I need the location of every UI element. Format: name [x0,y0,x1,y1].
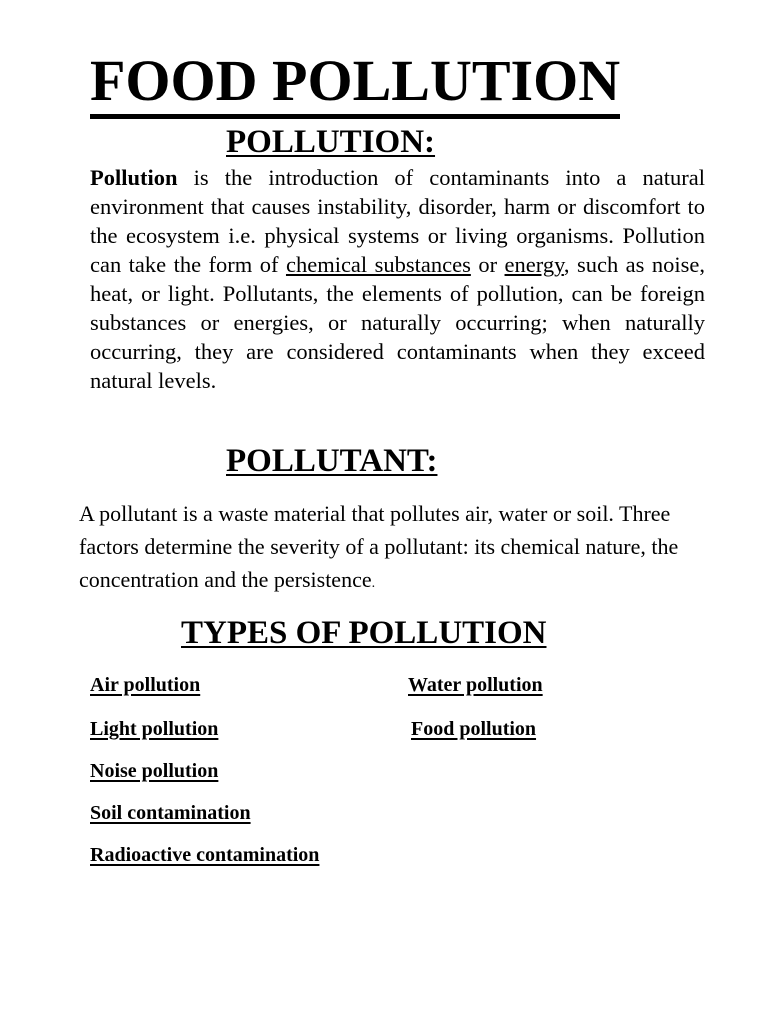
pollutant-heading: POLLUTANT: [226,443,438,479]
type-item-radioactive-contamination: Radioactive contamination [90,844,320,866]
type-item-water-pollution: Water pollution [408,674,543,696]
pollution-text-part-1: is the introduction of contaminants into a natural environment that causes instability, disorder, harm or discomfort to the ecosystem i.e. physical systems or living organisms. Pollution can take the form of [90,165,705,277]
pollution-text-part-3: , such as noise, heat, or light. Pollutants, the elements of pollution, can be foreign substances or energies, or naturally occurring; when naturally occurring, they are considered contaminants when they exceed natural levels. [90,252,705,393]
type-item-air-pollution: Air pollution [90,674,201,696]
type-item-food-pollution: Food pollution [411,718,537,740]
chemical-substances-link[interactable]: chemical substances [285,252,471,277]
pollution-heading: POLLUTION: [226,124,436,160]
types-heading: TYPES OF POLLUTION [181,615,547,651]
energy-link[interactable]: energy [504,252,564,277]
type-item-noise-pollution: Noise pollution [90,760,219,782]
pollution-paragraph [90,163,705,395]
pollutant-end-mark: . [371,576,376,591]
pollution-text-part-2: or [470,252,505,277]
document-title: FOOD POLLUTION [90,52,620,119]
type-item-soil-contamination: Soil contamination [90,802,251,824]
pollutant-paragraph [79,497,719,600]
pollution-lead-term: Pollution [90,165,178,190]
type-item-light-pollution: Light pollution [90,718,219,740]
pollutant-text: A pollutant is a waste material that pollutes air, water or soil. Three factors determine the severity of a pollutant: its chemical nature, the concentration and the persistence [79,501,679,592]
